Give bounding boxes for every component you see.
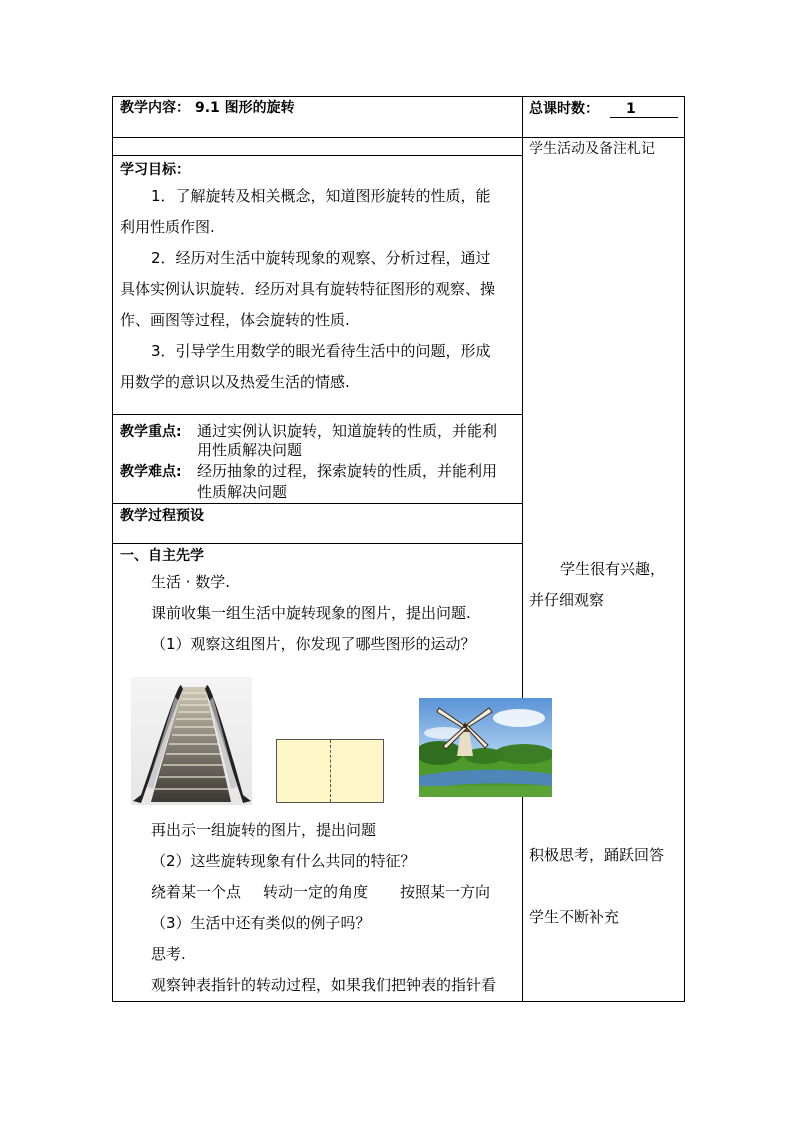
fold-line bbox=[330, 740, 331, 802]
key-point-line-1: 通过实例认识旋转，知道旋转的性质，并能利 bbox=[197, 422, 498, 440]
answer-certain-angle: 转动一定的角度 bbox=[263, 883, 369, 901]
header-row-bottom-left bbox=[112, 137, 522, 138]
content-label: 教学内容： bbox=[120, 100, 190, 116]
question-1: （1）观察这组图片，你发现了哪些图形的运动？ bbox=[151, 635, 476, 653]
difficulty-row-bottom bbox=[112, 503, 522, 504]
folded-paper-figure bbox=[276, 739, 384, 803]
content-value: 9.1 图形的旋转 bbox=[195, 100, 295, 116]
goal-1-line-2: 利用性质作图. bbox=[120, 218, 215, 236]
side-note-supplement: 学生不断补充 bbox=[529, 908, 620, 926]
paragraph-collect-pictures: 课前收集一组生活中旋转现象的图片，提出问题. bbox=[151, 604, 471, 622]
answer-direction: 按照某一方向 bbox=[400, 883, 491, 901]
section-title: 一、自主先学 bbox=[120, 548, 204, 564]
side-note-interest: 学生很有兴趣， bbox=[560, 560, 666, 578]
table-bottom-border bbox=[112, 1001, 685, 1002]
paragraph-think: 思考. bbox=[151, 945, 186, 963]
difficulty-label: 教学难点: bbox=[120, 464, 182, 480]
windmill-photo bbox=[419, 698, 552, 797]
hours-underline bbox=[610, 100, 678, 118]
side-column-title: 学生活动及备注札记 bbox=[529, 141, 655, 157]
goal-2-line-3: 作、画图等过程，体会旋转的性质. bbox=[120, 311, 350, 329]
paragraph-life-math: 生活 · 数学. bbox=[151, 573, 231, 591]
spacer-row-bottom bbox=[112, 155, 522, 156]
goal-2-line-2: 具体实例认识旋转．经历对具有旋转特征图形的观察、操 bbox=[120, 280, 496, 298]
paragraph-show-rotation: 再出示一组旋转的图片，提出问题 bbox=[151, 821, 377, 839]
side-note-observe: 并仔细观察 bbox=[529, 591, 605, 609]
answer-around-point: 绕着某一个点 bbox=[151, 883, 242, 901]
windmill-icon bbox=[419, 698, 552, 797]
key-point-line-2: 用性质解决问题 bbox=[197, 441, 303, 459]
side-note-answer: 积极思考，踊跃回答 bbox=[529, 846, 665, 864]
goal-3-line-2: 用数学的意识以及热爱生活的情感. bbox=[120, 373, 350, 391]
goals-title: 学习目标： bbox=[120, 162, 190, 178]
key-point-label: 教学重点: bbox=[120, 424, 182, 440]
process-title: 教学过程预设 bbox=[120, 508, 204, 524]
question-3: （3）生活中还有类似的例子吗？ bbox=[151, 914, 371, 932]
paragraph-clock-hands: 观察钟表指针的转动过程，如果我们把钟表的指针看 bbox=[151, 976, 497, 994]
goals-row-bottom bbox=[112, 414, 522, 415]
hours-value: 1 bbox=[626, 101, 636, 117]
difficulty-line-2: 性质解决问题 bbox=[197, 483, 288, 501]
escalator-photo bbox=[131, 677, 252, 805]
table-right-border bbox=[684, 96, 685, 1002]
escalator-icon bbox=[131, 677, 252, 805]
process-row-bottom bbox=[112, 543, 522, 544]
header-row-bottom-right bbox=[522, 137, 685, 138]
goal-1-line-1: 1．了解旋转及相关概念，知道图形旋转的性质，能 bbox=[151, 187, 491, 205]
question-2: （2）这些旋转现象有什么共同的特征？ bbox=[151, 852, 416, 870]
table-top-border bbox=[112, 96, 685, 97]
goal-2-line-1: 2．经历对生活中旋转现象的观察、分析过程，通过 bbox=[151, 249, 491, 267]
goal-3-line-1: 3．引导学生用数学的眼光看待生活中的问题，形成 bbox=[151, 342, 491, 360]
table-left-border bbox=[112, 96, 113, 1002]
hours-label: 总课时数： bbox=[529, 101, 599, 117]
table-middle-divider bbox=[522, 96, 523, 1002]
difficulty-line-1: 经历抽象的过程，探索旋转的性质，并能利用 bbox=[197, 462, 498, 480]
